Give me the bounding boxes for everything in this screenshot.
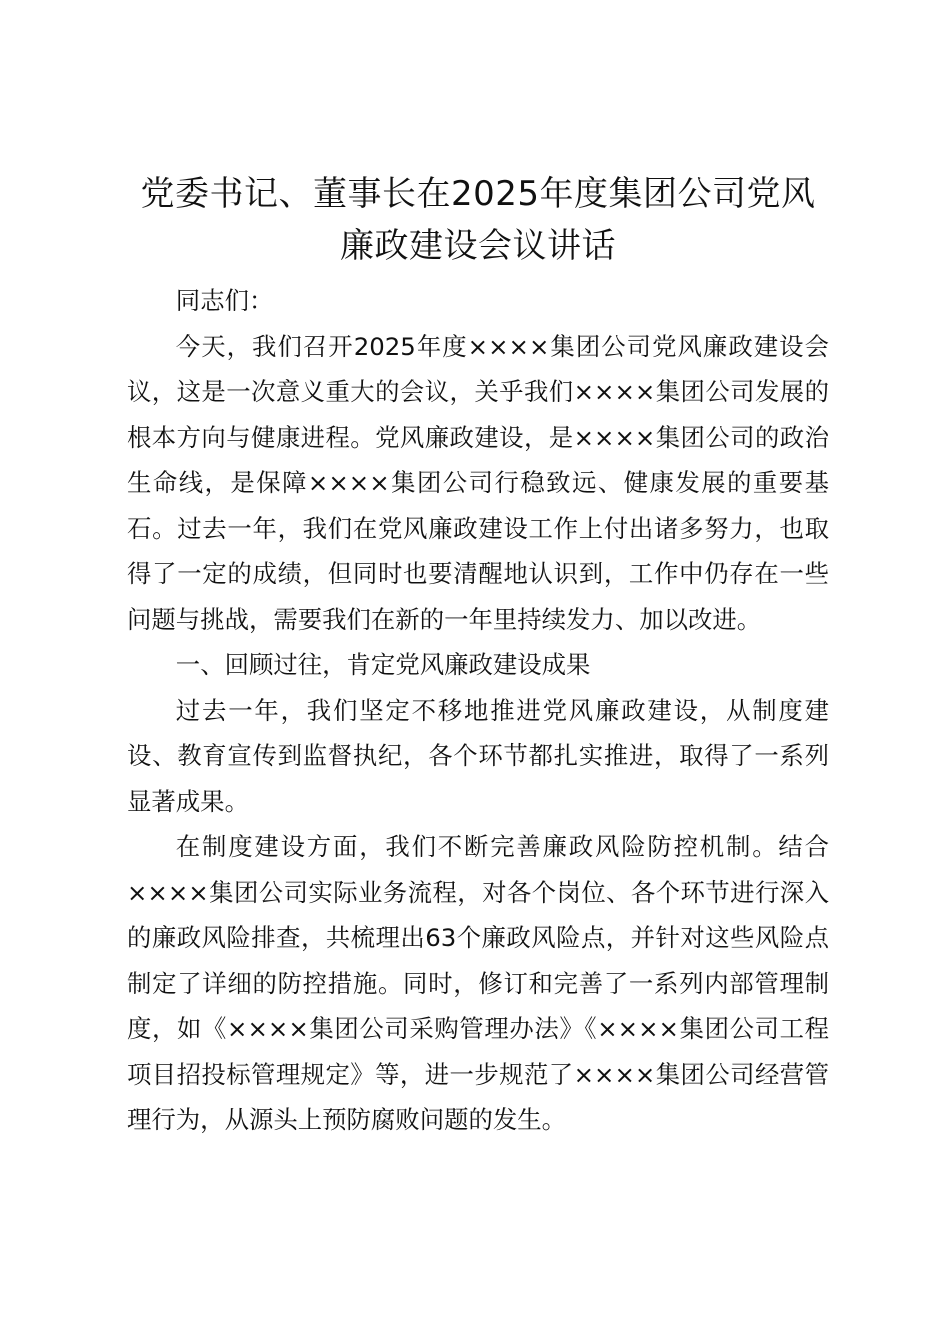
paragraph-institution: 在制度建设方面，我们不断完善廉政风险防控机制。结合××××集团公司实际业务流程，对各个岗位、各个环节进行深入的廉政风险排查，共梳理出63个廉政风险点，并针对这些风险点制定了详细的防控措施。同时，修订和完善了一系列内部管理制度，如《××××集团公司采购管理办法》《××××集团公司工程项目招投标管理规定》等，进一步规范了××××集团公司经营管理行为，从源头上预防腐败问题的发生。 (127, 832, 829, 1134)
paragraph-review: 过去一年，我们坚定不移地推进党风廉政建设，从制度建设、教育宣传到监督执纪，各个环节都扎实推进，取得了一系列显著成果。 (127, 695, 829, 816)
section-heading-1: 一、回顾过往，肯定党风廉政建设成果 (175, 650, 591, 679)
document-body (127, 278, 829, 1143)
paragraph-intro: 今天，我们召开2025年度××××集团公司党风廉政建设会议，这是一次意义重大的会议，关乎我们××××集团公司发展的根本方向与健康进程。党风廉政建设，是××××集团公司的政治生命线，是保障××××集团公司行稳致远、健康发展的重要基石。过去一年，我们在党风廉政建设工作上付出诸多努力，也取得了一定的成绩，但同时也要清醒地认识到，工作中仍存在一些问题与挑战，需要我们在新的一年里持续发力、加以改进。 (127, 331, 829, 634)
document-page (127, 168, 829, 1143)
title-line-1: 党委书记、董事长在2025年度集团公司党风 (140, 174, 816, 214)
title-line-2: 廉政建设会议讲话 (340, 226, 616, 266)
salutation: 同志们： (175, 286, 274, 315)
document-title (127, 168, 829, 272)
